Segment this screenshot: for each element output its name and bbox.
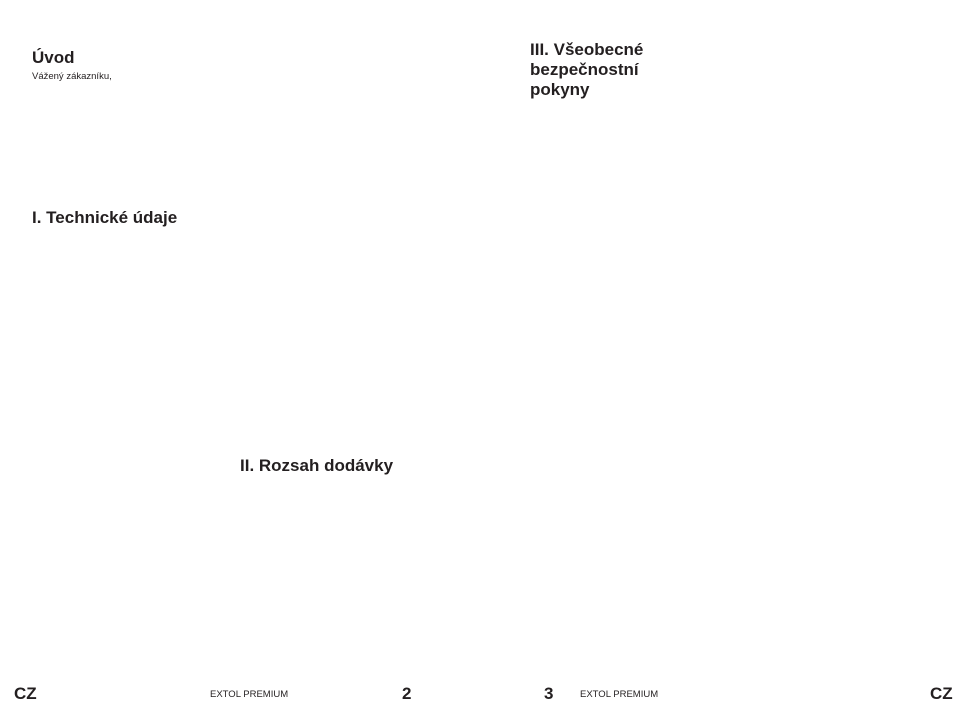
footer-country: CZ [930,684,953,703]
footer-country: CZ [14,684,37,703]
page-number: 2 [402,684,412,703]
greeting: Vážený zákazníku, [32,71,112,82]
package-title: II. Rozsah dodávky [240,456,394,475]
intro-title: Úvod [32,48,75,67]
tech-title: I. Technické údaje [32,208,178,227]
safety-title: III. Všeobecné bezpečnostní pokyny [530,40,644,99]
footer-brand: EXTOL PREMIUM [210,689,289,700]
footer-brand: EXTOL PREMIUM [580,689,659,700]
right-page [480,0,960,716]
page-number: 3 [544,684,554,703]
